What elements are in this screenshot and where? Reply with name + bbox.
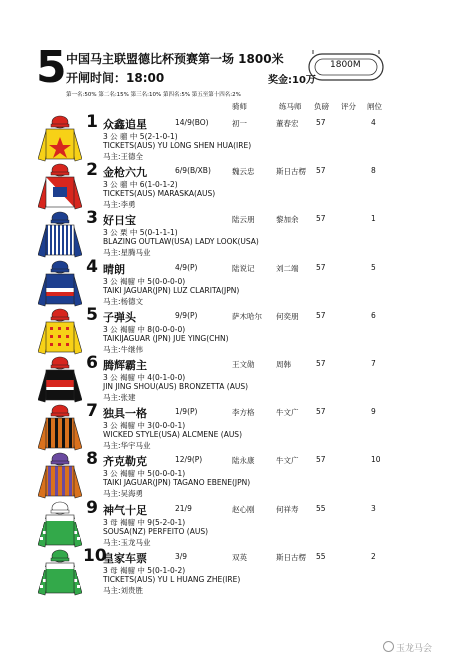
barrier-draw: 8	[371, 166, 376, 176]
carried-weight: 57	[316, 166, 326, 176]
carried-weight: 57	[316, 455, 326, 465]
horse-info: 3 公 栗 中 5(0-1-1-1)	[103, 228, 178, 238]
track-distance: 1800M	[330, 60, 361, 70]
horse-owner: 马主:星腾马业	[103, 248, 151, 258]
trainer-name: 牛文广	[276, 408, 299, 418]
jockey-silk-icon	[38, 260, 82, 312]
jockey-silk-icon	[38, 404, 82, 456]
carried-weight: 57	[316, 118, 326, 127]
carried-weight: 57	[316, 407, 326, 417]
barrier-draw: 4	[371, 118, 376, 127]
runner-row	[0, 162, 450, 212]
barrier-draw: 1	[371, 214, 376, 224]
jockey-silk-icon	[38, 211, 82, 263]
jockey-name: 萨木哈尔	[232, 311, 262, 321]
saddle-number: 3	[86, 208, 98, 229]
jockey-silk-icon	[38, 356, 82, 408]
horse-pedigree: TAIKI JAGUAR(JPN) LUZ CLARITA(JPN)	[103, 285, 240, 295]
horse-info: 3 公 褐骝 中 5(0-0-0-1)	[103, 469, 186, 479]
col-rating: 评分	[341, 102, 356, 111]
jockey-name: 赵心刚	[232, 504, 255, 514]
saddle-number: 4	[86, 256, 98, 277]
carried-weight: 55	[316, 503, 326, 513]
jockey-name: 初一	[232, 119, 247, 128]
barrier-draw: 3	[371, 503, 376, 513]
saddle-number: 10	[83, 545, 107, 566]
saddle-number: 1	[86, 112, 98, 132]
barrier-draw: 5	[371, 262, 376, 272]
horse-owner: 马主:玉龙马业	[103, 537, 151, 547]
horse-name: 皇家车票	[103, 551, 147, 565]
horse-odds: 9/9(P)	[175, 310, 198, 320]
runner-row	[0, 497, 450, 550]
race-number: 5	[36, 42, 67, 93]
horse-pedigree: TICKETS(AUS) YU LONG SHEN HUA(IRE)	[103, 141, 252, 150]
carried-weight: 57	[316, 262, 326, 272]
barrier-draw: 10	[371, 455, 381, 465]
horse-odds: 4/9(P)	[175, 262, 198, 272]
trainer-name: 斯日古楞	[276, 167, 306, 177]
horse-info: 3 公 褐骝 中 3(0-0-0-1)	[103, 421, 186, 431]
prize-money: 奖金:10万	[268, 75, 316, 86]
saddle-number: 9	[86, 497, 98, 518]
horse-owner: 马主:李勇	[103, 200, 136, 210]
horse-pedigree: WICKED STYLE(USA) ALCMENE (AUS)	[103, 430, 242, 440]
horse-name: 晴朗	[103, 262, 125, 276]
carried-weight: 57	[316, 359, 326, 368]
horse-pedigree: TAIKI JAGUAR(JPN) TAGANO EBENE(JPN)	[103, 478, 251, 488]
runner-row	[0, 114, 450, 164]
horse-name: 神气十足	[103, 503, 147, 517]
horse-info: 3 公 褐骝 中 8(0-0-0-0)	[103, 324, 186, 334]
horse-odds: 12/9(P)	[175, 455, 203, 465]
jockey-name: 陆永康	[232, 456, 255, 466]
saddle-number: 8	[86, 449, 98, 470]
trainer-name: 董春宏	[276, 119, 299, 128]
horse-name: 齐克勒克	[103, 455, 147, 469]
horse-odds: 3/9	[175, 551, 188, 561]
saddle-number: 5	[86, 304, 98, 325]
prize-distribution: 第一名:50% 第二名:15% 第三名:10% 第四名:5% 第五至第十四名:2%	[66, 92, 241, 98]
trainer-name: 何祥寿	[276, 504, 299, 514]
horse-info: 3 公 骝 中 5(2-1-0-1)	[103, 132, 178, 141]
race-header	[0, 0, 450, 112]
saddle-number: 7	[86, 401, 98, 422]
horse-owner: 马主:张建	[103, 393, 136, 402]
horse-pedigree: TICKETS(AUS) YU L HUANG ZHE(IRE)	[103, 574, 241, 584]
horse-name: 好日宝	[103, 214, 136, 228]
runner-row	[0, 403, 450, 453]
horse-info: 3 母 褐骝 中 9(5-2-0-1)	[103, 517, 186, 527]
saddle-number: 6	[86, 353, 98, 373]
horse-owner: 马主:吴海勇	[103, 489, 144, 499]
runner-row	[0, 545, 450, 598]
race-title: 中国马主联盟德比杯预赛第一场 1800米	[66, 52, 284, 66]
horse-name: 腾辉霸主	[103, 359, 147, 372]
horse-info: 3 公 褐骝 中 4(0-1-0-0)	[103, 373, 186, 382]
trainer-name: 刘二端	[276, 263, 299, 273]
horse-owner: 马主:牛继伟	[103, 344, 144, 354]
barrier-draw: 7	[371, 359, 376, 368]
jockey-name: 陆云朋	[232, 215, 255, 225]
carried-weight: 57	[316, 310, 326, 320]
jockey-name: 双英	[232, 552, 247, 562]
trainer-name: 黎加余	[276, 215, 299, 225]
horse-pedigree: TICKETS(AUS) MARASKA(AUS)	[103, 189, 216, 199]
barrier-draw: 9	[371, 407, 376, 417]
col-weight: 负磅	[314, 102, 329, 111]
horse-pedigree: BLAZING OUTLAW(USA) LADY LOOK(USA)	[103, 237, 259, 247]
jockey-name: 陆说记	[232, 263, 255, 273]
runner-row	[0, 210, 450, 260]
wechat-icon	[383, 641, 394, 652]
barrier-draw: 2	[371, 551, 376, 561]
jockey-name: 魏云忠	[232, 167, 255, 177]
horse-name: 独具一格	[103, 407, 147, 421]
horse-info: 3 母 褐骝 中 5(0-1-0-2)	[103, 565, 186, 575]
runner-row	[0, 451, 450, 501]
horse-info: 3 公 褐骝 中 5(0-0-0-0)	[103, 276, 186, 286]
horse-owner: 马主:王德全	[103, 152, 144, 161]
jockey-silk-icon	[38, 501, 82, 553]
jockey-silk-icon	[38, 308, 82, 360]
horse-name: 金枪六九	[103, 166, 147, 180]
horse-odds: 14/9(BO)	[175, 118, 209, 127]
jockey-silk-icon	[38, 163, 82, 215]
col-jockey: 骑师	[232, 102, 247, 111]
horse-name: 众鑫追星	[103, 118, 147, 131]
horse-pedigree: SOUSA(NZ) PERFEITO (AUS)	[103, 526, 209, 536]
jockey-name: 王文勋	[232, 360, 255, 369]
horse-owner: 马主:华宇马业	[103, 441, 151, 451]
horse-pedigree: JIN JING SHOU(AUS) BRONZETTA (AUS)	[103, 382, 249, 391]
trainer-name: 斯日古楞	[276, 552, 306, 562]
jockey-silk-icon	[38, 452, 82, 504]
barrier-draw: 6	[371, 310, 376, 320]
horse-odds: 1/9(P)	[175, 407, 198, 417]
col-trainer: 练马师	[279, 102, 302, 111]
horse-info: 3 公 骝 中 6(1-0-1-2)	[103, 180, 178, 190]
jockey-name: 李方格	[232, 408, 255, 418]
watermark: 玉龙马会	[383, 641, 432, 654]
race-start-time: 开闸时间：18:00	[66, 71, 165, 85]
horse-name: 子弹头	[103, 310, 136, 324]
jockey-silk-icon	[38, 549, 82, 601]
runner-row	[0, 256, 450, 309]
horse-owner: 马主:刘贵胜	[103, 585, 144, 595]
col-draw: 闸位	[367, 102, 382, 111]
horse-odds: 6/9(B/XB)	[175, 166, 211, 176]
runner-row	[0, 304, 450, 357]
carried-weight: 55	[316, 551, 326, 561]
carried-weight: 57	[316, 214, 326, 224]
horse-owner: 马主:杨德文	[103, 296, 144, 306]
saddle-number: 2	[86, 160, 98, 181]
trainer-name: 周韩	[276, 360, 291, 369]
trainer-name: 牛文广	[276, 456, 299, 466]
horse-odds: 21/9	[175, 503, 192, 513]
runner-row	[0, 355, 450, 405]
jockey-silk-icon	[38, 115, 82, 167]
horse-pedigree: TAIKIJAGUAR (JPN) JUE YING(CHN)	[103, 333, 229, 343]
trainer-name: 何奕朋	[276, 311, 299, 321]
